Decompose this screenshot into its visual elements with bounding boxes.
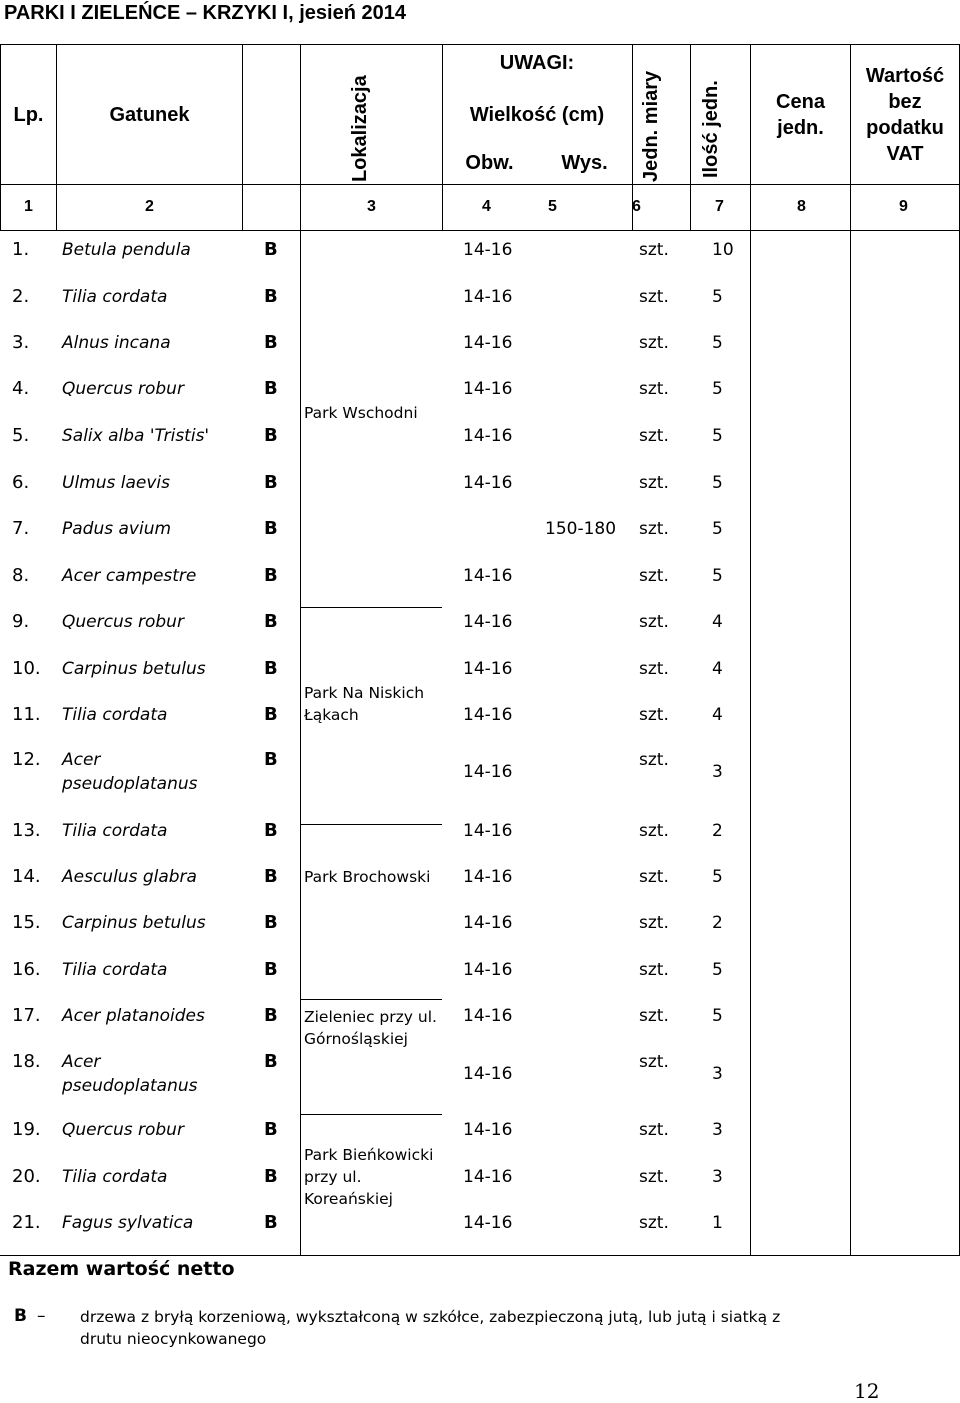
colnum-3: 3 (367, 198, 376, 215)
row-lp: 4. (12, 378, 30, 399)
row-qty: 5 (712, 473, 723, 493)
total-label: Razem wartość netto (8, 1258, 235, 1280)
row-species: Alnus incana (62, 333, 171, 353)
colnum-9: 9 (899, 198, 908, 215)
loc-separator-1 (300, 607, 442, 608)
row-unit: szt. (639, 1213, 669, 1233)
colnum-cell-5 (442, 184, 632, 230)
row-rootball-type: B (264, 1166, 278, 1187)
row-qty: 4 (712, 612, 723, 632)
row-species: Acer platanoides (62, 1006, 205, 1026)
row-species: Acer campestre (62, 566, 197, 586)
row-qty: 5 (712, 1006, 723, 1026)
row-obw: 14-16 (463, 287, 513, 307)
header-lokalizacja (242, 44, 300, 184)
row-unit: szt. (639, 519, 669, 539)
row-rootball-type: B (264, 611, 278, 632)
row-unit: szt. (639, 379, 669, 399)
row-wys: 150-180 (545, 519, 617, 539)
colnum-1: 1 (24, 198, 33, 215)
row-rootball-type: B (264, 286, 278, 307)
row-rootball-type: B (264, 239, 278, 260)
row-lp: 7. (12, 518, 30, 539)
loc-separator-4 (300, 1114, 442, 1115)
row-lp: 21. (12, 1212, 41, 1233)
row-species: Fagus sylvatica (62, 1213, 194, 1233)
row-species: Padus avium (62, 519, 172, 539)
row-species: Tilia cordata (62, 1167, 168, 1187)
row-lp: 19. (12, 1119, 41, 1140)
row-lp: 12. (12, 749, 41, 770)
row-qty: 4 (712, 659, 723, 679)
colnum-2: 2 (145, 198, 154, 215)
document-title: PARKI I ZIELEŃCE – KRZYKI I, jesień 2014 (4, 2, 406, 24)
header-uwagi-label: UWAGI: (499, 52, 575, 74)
row-species: Betula pendula (62, 240, 191, 260)
row-rootball-type: B (264, 866, 278, 887)
row-lp: 1. (12, 239, 30, 260)
row-species: Quercus robur (62, 379, 184, 399)
header-gatunek (56, 44, 242, 184)
row-qty: 4 (712, 705, 723, 725)
row-unit: szt. (639, 566, 669, 586)
header-wielkosc-label: Wielkość (cm) (469, 104, 605, 126)
row-qty: 3 (712, 762, 723, 782)
row-unit: szt. (639, 867, 669, 887)
location-zieleniec-gornoslaskiej: Zieleniec przy ul. Górnośląskiej (304, 1008, 437, 1048)
row-species: Acer pseudoplatanus (62, 750, 198, 794)
header-gatunek-label: Gatunek (109, 103, 190, 126)
row-obw: 14-16 (463, 426, 513, 446)
row-obw: 14-16 (463, 1120, 513, 1140)
header-ilosc-label: Ilość jedn. (700, 80, 722, 178)
row-unit: szt. (639, 913, 669, 933)
row-unit: szt. (639, 750, 669, 770)
row-rootball-type: B (264, 1051, 278, 1072)
header-cena-label: Cena jedn. (776, 90, 825, 139)
row-unit: szt. (639, 1052, 669, 1072)
body-col-wartosc (850, 230, 960, 1256)
row-species: Tilia cordata (62, 705, 168, 725)
row-rootball-type: B (264, 704, 278, 725)
row-obw: 14-16 (463, 240, 513, 260)
row-species: Tilia cordata (62, 287, 168, 307)
row-obw: 14-16 (463, 379, 513, 399)
row-qty: 10 (712, 240, 734, 260)
row-obw: 14-16 (463, 566, 513, 586)
row-qty: 1 (712, 1213, 723, 1233)
row-rootball-type: B (264, 565, 278, 586)
row-lp: 8. (12, 565, 30, 586)
row-unit: szt. (639, 1120, 669, 1140)
row-obw: 14-16 (463, 960, 513, 980)
location-park-wschodni: Park Wschodni (304, 404, 418, 422)
row-qty: 5 (712, 867, 723, 887)
row-qty: 5 (712, 519, 723, 539)
row-unit: szt. (639, 960, 669, 980)
row-qty: 3 (712, 1064, 723, 1084)
row-rootball-type: B (264, 518, 278, 539)
row-qty: 5 (712, 379, 723, 399)
row-unit: szt. (639, 821, 669, 841)
header-jedn-miary-label: Jedn. miary (640, 70, 662, 182)
header-wys-label: Wys. (561, 152, 608, 174)
row-lp: 3. (12, 332, 30, 353)
row-lp: 5. (12, 425, 30, 446)
loc-separator-2 (300, 824, 442, 825)
row-rootball-type: B (264, 912, 278, 933)
header-lp (0, 44, 56, 184)
row-qty: 2 (712, 821, 723, 841)
colnum-4: 4 (482, 198, 491, 215)
row-lp: 20. (12, 1166, 41, 1187)
row-rootball-type: B (264, 959, 278, 980)
row-unit: szt. (639, 1167, 669, 1187)
loc-separator-3 (300, 999, 442, 1000)
row-species: Quercus robur (62, 1120, 184, 1140)
row-lp: 13. (12, 820, 41, 841)
colnum-5: 5 (548, 198, 557, 215)
row-obw: 14-16 (463, 1006, 513, 1026)
header-obw-label: Obw. (465, 152, 514, 174)
row-obw: 14-16 (463, 1167, 513, 1187)
row-rootball-type: B (264, 425, 278, 446)
colnum-8: 8 (797, 198, 806, 215)
row-obw: 14-16 (463, 1213, 513, 1233)
colnum-7: 7 (715, 198, 724, 215)
row-lp: 10. (12, 658, 41, 679)
row-unit: szt. (639, 473, 669, 493)
row-rootball-type: B (264, 332, 278, 353)
row-qty: 2 (712, 913, 723, 933)
location-park-na-niskich-lakach: Park Na Niskich Łąkach (304, 684, 425, 724)
footnote-symbol: B (14, 1306, 27, 1326)
row-rootball-type: B (264, 658, 278, 679)
location-park-bienkowicki: Park Bieńkowicki przy ul. Koreańskiej (304, 1146, 434, 1208)
row-rootball-type: B (264, 472, 278, 493)
row-obw: 14-16 (463, 473, 513, 493)
row-qty: 3 (712, 1120, 723, 1140)
page-number: 12 (854, 1379, 880, 1403)
row-obw: 14-16 (463, 867, 513, 887)
row-unit: szt. (639, 287, 669, 307)
row-obw: 14-16 (463, 659, 513, 679)
row-obw: 14-16 (463, 913, 513, 933)
row-lp: 11. (12, 704, 41, 725)
header-wartosc-label: Wartość bez podatku VAT (865, 64, 945, 165)
row-species: Tilia cordata (62, 960, 168, 980)
colnum-6: 6 (632, 198, 641, 215)
row-qty: 3 (712, 1167, 723, 1187)
row-obw: 14-16 (463, 705, 513, 725)
row-rootball-type: B (264, 820, 278, 841)
header-lokalizacja-label: Lokalizacja (349, 75, 371, 182)
row-unit: szt. (639, 659, 669, 679)
row-obw: 14-16 (463, 821, 513, 841)
location-park-brochowski: Park Brochowski (304, 868, 431, 886)
row-species: Acer pseudoplatanus (62, 1052, 198, 1096)
header-wartosc (850, 44, 960, 184)
row-rootball-type: B (264, 749, 278, 770)
row-rootball-type: B (264, 1005, 278, 1026)
row-obw: 14-16 (463, 612, 513, 632)
row-species: Tilia cordata (62, 821, 168, 841)
row-qty: 5 (712, 426, 723, 446)
row-species: Carpinus betulus (62, 913, 206, 933)
row-lp: 16. (12, 959, 41, 980)
colnum-cell-3 (242, 184, 300, 230)
row-obw: 14-16 (463, 762, 513, 782)
row-lp: 2. (12, 286, 30, 307)
row-lp: 15. (12, 912, 41, 933)
row-unit: szt. (639, 705, 669, 725)
row-rootball-type: B (264, 1212, 278, 1233)
row-species: Quercus robur (62, 612, 184, 632)
row-unit: szt. (639, 240, 669, 260)
row-qty: 5 (712, 960, 723, 980)
row-species: Aesculus glabra (62, 867, 197, 887)
row-lp: 14. (12, 866, 41, 887)
footnote-text: drzewa z bryłą korzeniową, wykształconą w szkółce, zabezpieczoną jutą, lub jutą i siatką z drutu nieocynkowanego (80, 1308, 781, 1348)
footnote-dash: – (37, 1306, 46, 1326)
row-qty: 5 (712, 333, 723, 353)
row-unit: szt. (639, 333, 669, 353)
row-lp: 17. (12, 1005, 41, 1026)
row-lp: 18. (12, 1051, 41, 1072)
row-rootball-type: B (264, 378, 278, 399)
row-unit: szt. (639, 1006, 669, 1026)
row-lp: 6. (12, 472, 30, 493)
header-lp-label: Lp. (13, 103, 44, 126)
row-lp: 9. (12, 611, 30, 632)
header-cena (750, 44, 850, 184)
row-species: Salix alba 'Tristis' (62, 426, 210, 446)
row-obw: 14-16 (463, 333, 513, 353)
row-qty: 5 (712, 566, 723, 586)
row-species: Ulmus laevis (62, 473, 171, 493)
row-species: Carpinus betulus (62, 659, 206, 679)
row-rootball-type: B (264, 1119, 278, 1140)
row-qty: 5 (712, 287, 723, 307)
row-unit: szt. (639, 426, 669, 446)
row-unit: szt. (639, 612, 669, 632)
row-obw: 14-16 (463, 1064, 513, 1084)
body-col-cena (750, 230, 850, 1256)
